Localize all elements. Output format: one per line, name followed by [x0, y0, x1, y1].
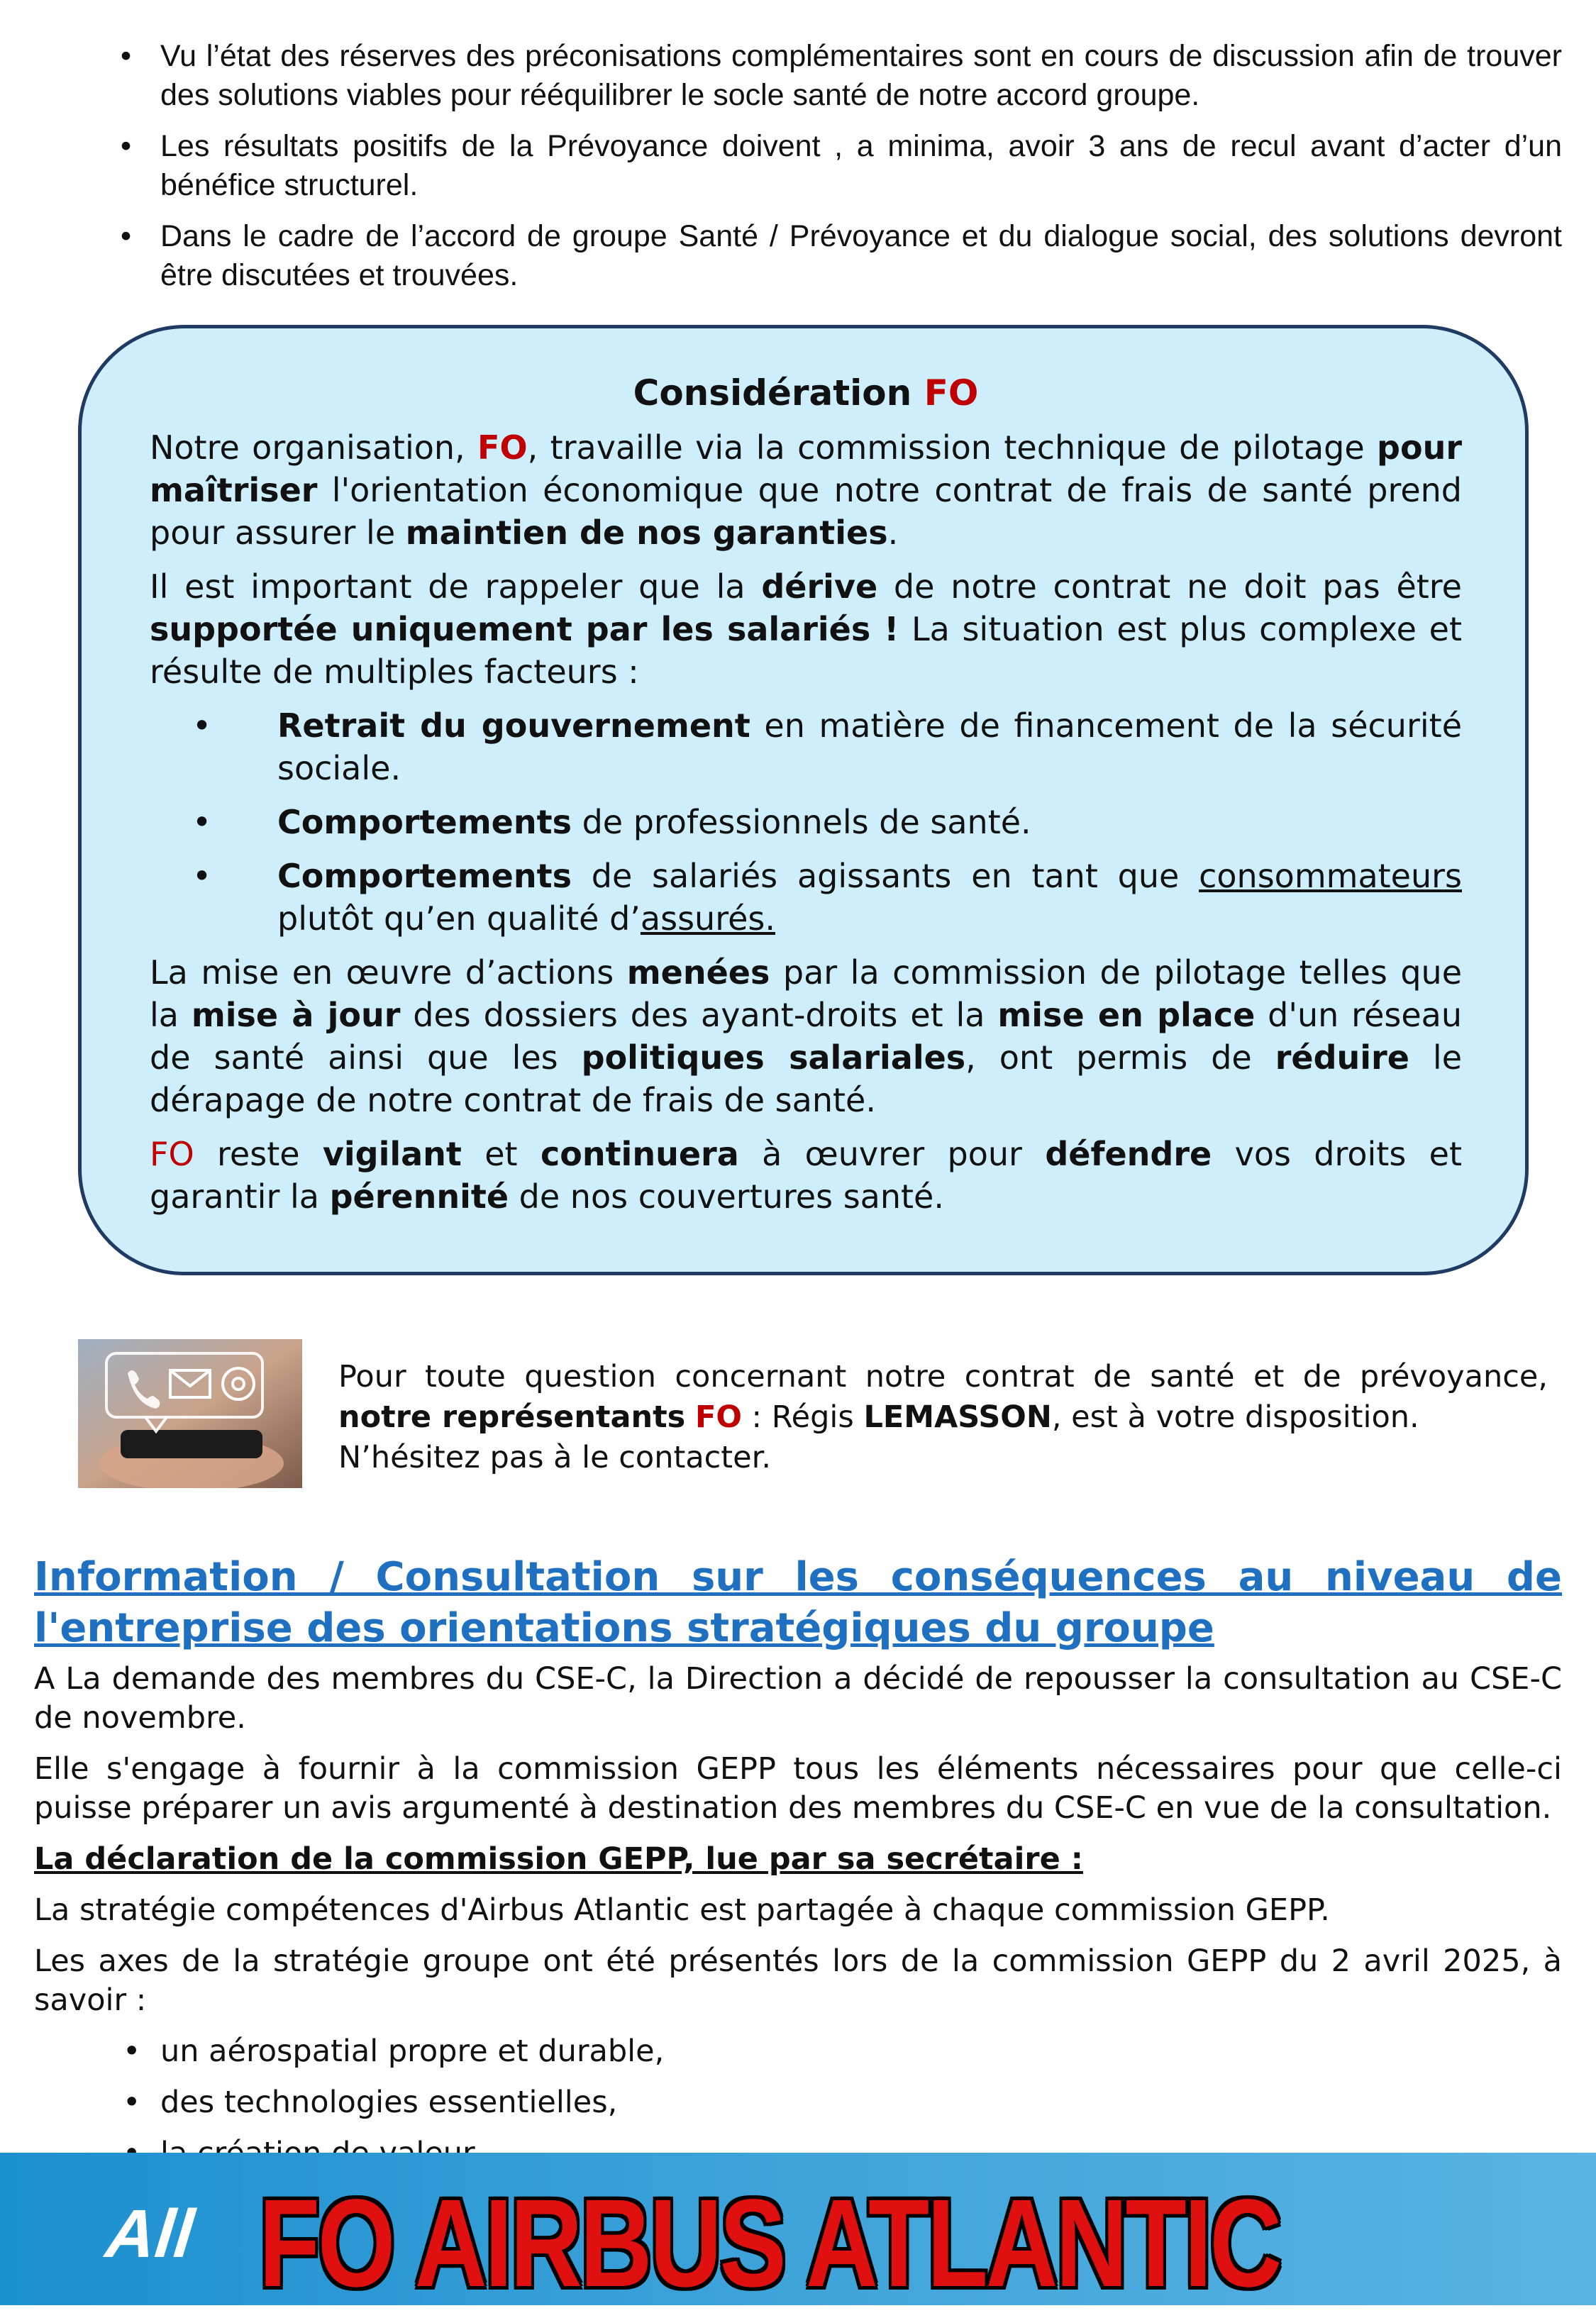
text: des dossiers des ayant-droits et la	[400, 996, 998, 1034]
underlined-text: consommateurs	[1199, 857, 1462, 895]
bullet-item: • Vu l’état des réserves des préconisations complémentaires sont en cours de discussion afin de trouver des solutions viables pour rééquilibrer le socle santé de notre accord groupe.	[160, 37, 1562, 115]
text: .	[887, 514, 899, 552]
text: d'un réseau de santé ainsi que les	[150, 996, 1462, 1077]
list-item: • un aérospatial propre et durable,	[34, 2032, 1562, 2071]
paragraph: A La demande des membres du CSE-C, la Direction a décidé de repousser la consultation au CSE-C de novembre.	[34, 1661, 1562, 1736]
bold-text: défendre	[1045, 1135, 1212, 1173]
bold-text: mise en place	[997, 996, 1256, 1034]
text: Il est important de rappeler que la	[150, 567, 762, 606]
consideration-box	[78, 325, 1529, 1275]
box-paragraph-3	[150, 951, 1462, 1121]
text: en matière de financement de la sécurité sociale.	[277, 706, 1462, 787]
text: : Régis	[741, 1399, 864, 1435]
bold-text: pour maîtriser	[150, 428, 1463, 509]
bold-text: menées	[626, 953, 770, 992]
contact-image	[78, 1339, 302, 1488]
text: , travaille via la commission technique de pilotage	[527, 428, 1378, 467]
section-body	[34, 1660, 1562, 2185]
box-paragraph-4	[150, 1133, 1462, 1218]
text: de nos couvertures santé.	[509, 1177, 944, 1216]
text: La situation est plus complexe et résulte de multiples facteurs :	[150, 610, 1462, 691]
bold-text: Comportements	[277, 857, 572, 895]
bold-text: notre représentants	[338, 1399, 686, 1435]
section-title: Information / Consultation sur les conséquences au niveau de l'entreprise des orientations stratégiques du groupe	[34, 1554, 1562, 1651]
bold-text: mise à jour	[191, 996, 401, 1034]
contact-paragraph	[338, 1357, 1548, 1438]
factor-item	[150, 801, 1462, 843]
banner-all-logo: All	[102, 2196, 198, 2272]
box-paragraph-1	[150, 426, 1462, 554]
paragraph: La stratégie compétences d'Airbus Atlantic est partagée à chaque commission GEPP.	[34, 1892, 1330, 1928]
text: l'orientation économique que notre contrat de frais de santé prend pour assurer le	[150, 471, 1462, 552]
text: à œuvrer pour	[738, 1135, 1046, 1173]
text: de notre contrat ne doit pas être	[877, 567, 1462, 606]
box-title-text: Considération	[633, 372, 912, 414]
underlined-text: assurés.	[640, 899, 775, 938]
bold-text: maintien de nos garanties	[405, 514, 888, 552]
factor-item	[150, 704, 1462, 789]
bold-text: réduire	[1275, 1038, 1409, 1077]
box-paragraph-2	[150, 565, 1462, 693]
smartphone-contact-illustration	[78, 1339, 302, 1488]
bold-text: supportée uniquement par les salariés !	[150, 610, 899, 648]
paragraph: Les axes de la stratégie groupe ont été présentés lors de la commission GEPP du 2 avril 2025, à savoir :	[34, 1943, 1562, 2018]
contact-text	[338, 1357, 1548, 1478]
text: de professionnels de santé.	[571, 803, 1031, 841]
top-bullet-list	[121, 37, 1562, 307]
text: par la commission de pilotage telles que la	[150, 953, 1462, 1034]
bold-text: Retrait du gouvernement	[277, 706, 750, 745]
bold-text: dérive	[761, 567, 878, 606]
bold-text: vigilant	[322, 1135, 462, 1173]
text: Pour toute question concernant notre contrat de santé et de prévoyance,	[338, 1359, 1548, 1394]
text: Notre organisation,	[150, 428, 478, 467]
text: plutôt qu’en qualité d’	[277, 899, 641, 938]
text: La mise en œuvre d’actions	[150, 953, 627, 992]
text: de salariés agissants en tant que	[571, 857, 1199, 895]
factor-list	[150, 704, 1462, 940]
list-item: • des technologies essentielles,	[34, 2083, 1562, 2122]
contact-name: LEMASSON	[863, 1399, 1052, 1435]
bold-text: politiques salariales	[581, 1038, 966, 1077]
fo-mark: FO	[150, 1135, 194, 1173]
fo-mark: FO	[477, 428, 528, 467]
text: , ont permis de	[965, 1038, 1275, 1077]
bold-text: continuera	[540, 1135, 739, 1173]
bullet-item: • Dans le cadre de l’accord de groupe Santé / Prévoyance et du dialogue social, des solutions devront être discutées et trouvées.	[160, 217, 1562, 295]
factor-item	[150, 855, 1462, 940]
text: , est à votre disposition.	[1051, 1399, 1419, 1435]
bold-text: pérennité	[329, 1177, 509, 1216]
text: et	[461, 1135, 541, 1173]
banner-title: FO AIRBUS ATLANTIC	[259, 2174, 1280, 2313]
fo-mark: FO	[694, 1399, 742, 1435]
box-title-fo: FO	[924, 372, 979, 414]
text: reste	[194, 1135, 323, 1173]
bullet-item: • Les résultats positifs de la Prévoyance doivent , a minima, avoir 3 ans de recul avant d’acter d’un bénéfice structurel.	[160, 127, 1562, 205]
text: le dérapage de notre contrat de frais de santé.	[150, 1038, 1463, 1119]
box-title	[150, 371, 1462, 415]
bold-text: Comportements	[277, 803, 572, 841]
footer-banner	[0, 2153, 1596, 2313]
paragraph: Elle s'engage à fournir à la commission GEPP tous les éléments nécessaires pour que celle-ci puisse préparer un avis argumenté à destination des membres du CSE-C en vue de la consultation.	[34, 1751, 1562, 1826]
declaration-heading: La déclaration de la commission GEPP, lue par sa secrétaire :	[34, 1841, 1083, 1877]
text: vos droits et garantir la	[150, 1135, 1462, 1216]
contact-line-2: N’hésitez pas à le contacter.	[338, 1440, 772, 1475]
